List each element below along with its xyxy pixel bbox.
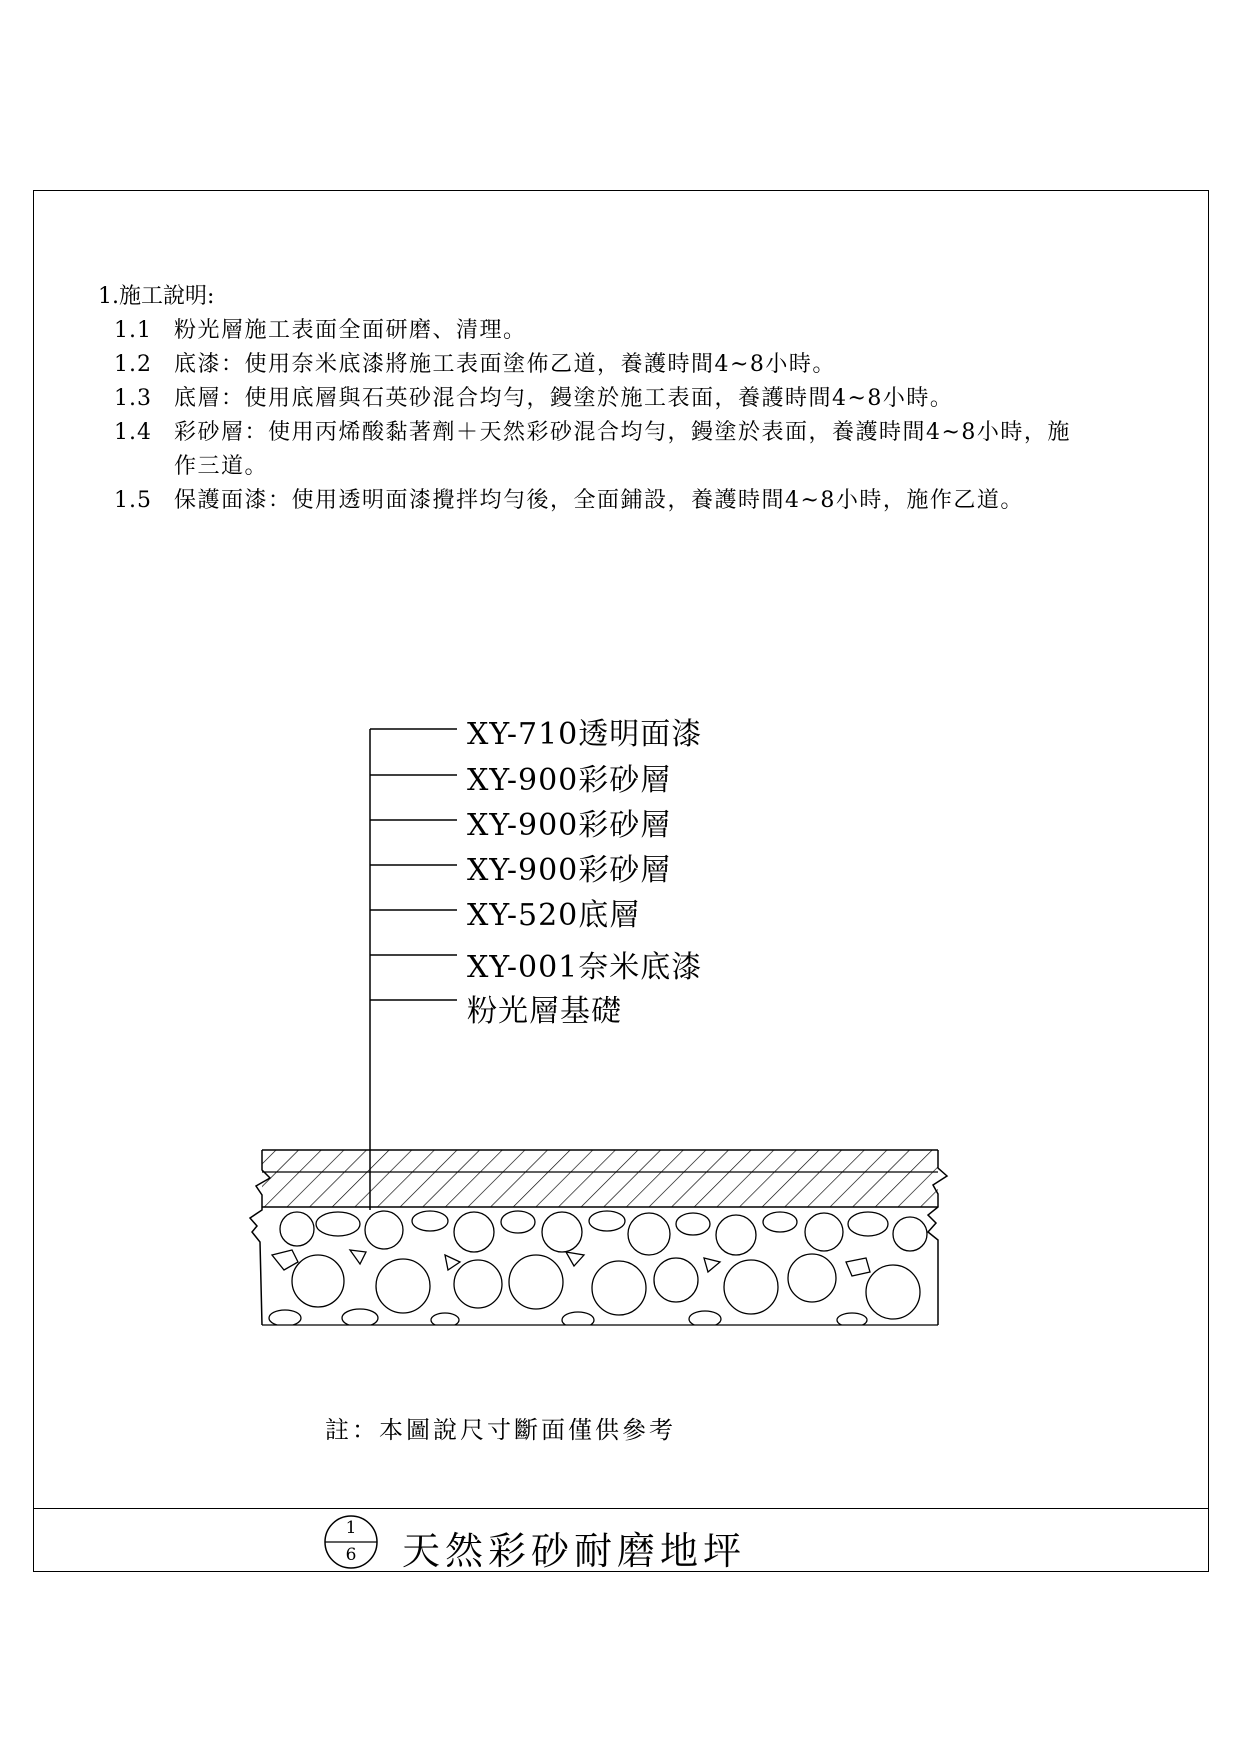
layer-label: XY-900彩砂層: [467, 853, 672, 888]
note-number: 1.5: [114, 488, 152, 513]
note-number: 1.2: [114, 352, 152, 377]
aggregate-stones: [269, 1211, 927, 1328]
concrete-slab: [262, 1211, 938, 1328]
note-text: 底漆：使用奈米底漆將施工表面塗佈乙道，養護時間4~8小時。: [174, 352, 836, 377]
layer-label: XY-710透明面漆: [467, 717, 703, 752]
note-text: 底層：使用底層與石英砂混合均勻，鏝塗於施工表面，養護時間4~8小時。: [174, 386, 954, 411]
notes-heading: 1.施工說明:: [98, 284, 215, 309]
note-text: 彩砂層：使用丙烯酸黏著劑＋天然彩砂混合均勻，鏝塗於表面，養護時間4~8小時，施作三道。: [174, 420, 1071, 479]
layer-label: XY-900彩砂層: [467, 763, 672, 798]
detail-number: 1: [345, 1518, 357, 1538]
layer-label: XY-520底層: [467, 898, 641, 933]
layer-label: XY-001奈米底漆: [467, 950, 703, 985]
drawing-title: 天然彩砂耐磨地坪: [402, 1529, 747, 1573]
note-text: 保護面漆：使用透明面漆攪拌均勻後，全面鋪設，養護時間4~8小時，施作乙道。: [174, 488, 1024, 513]
note-number: 1.4: [114, 420, 152, 445]
note-text: 粉光層施工表面全面研磨、清理。: [174, 318, 527, 343]
sheet-number: 6: [345, 1545, 357, 1565]
coating-layer: [262, 1150, 938, 1207]
note-number: 1.1: [114, 318, 152, 343]
note-number: 1.3: [114, 386, 152, 411]
footnote: 註：本圖說尺寸斷面僅供參考: [325, 1416, 676, 1444]
layer-label: XY-900彩砂層: [467, 808, 672, 843]
leader-lines: [370, 729, 457, 1210]
layer-label: 粉光層基礎: [467, 994, 622, 1029]
